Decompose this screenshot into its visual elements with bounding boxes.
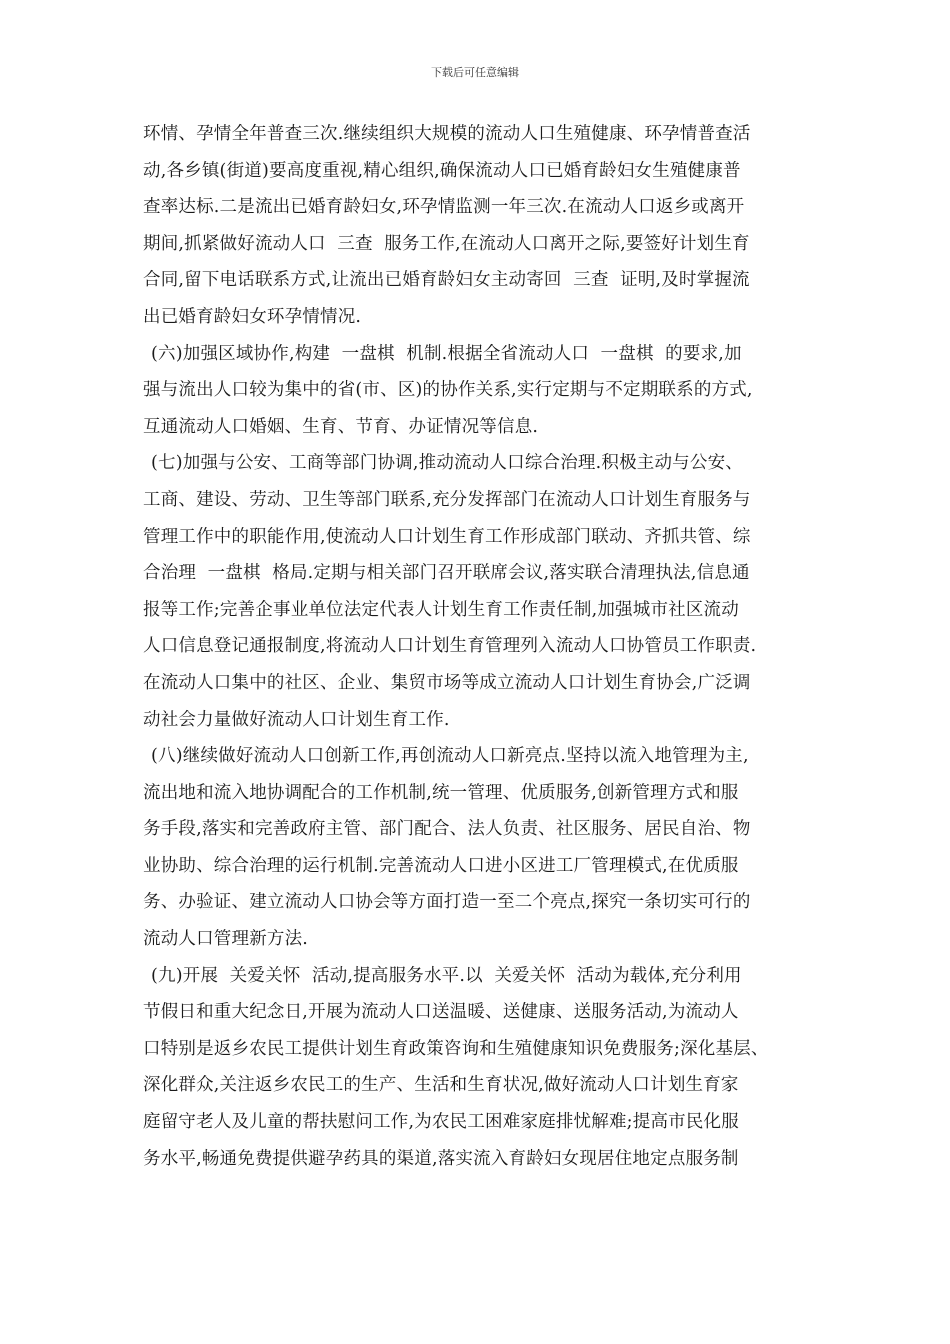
text-line: 管理工作中的职能作用,使流动人口计划生育工作形成部门联动、齐抓共管、综 [143, 526, 751, 547]
text-line: 查率达标.二是流出已婚育龄妇女,环孕情监测一年三次.在流动人口返乡或离开 [143, 197, 745, 218]
text-line: (九)开展 关爱关怀 活动,提高服务水平.以 关爱关怀 活动为载体,充分利用 [151, 965, 742, 986]
page-header: 下载后可任意编辑 [431, 66, 519, 79]
text-line: 在流动人口集中的社区、企业、集贸市场等成立流动人口计划生育协会,广泛调 [143, 672, 751, 693]
text-line: (六)加强区域协作,构建 一盘棋 机制.根据全省流动人口 一盘棋 的要求,加 [151, 343, 742, 364]
text-line: 合同,留下电话联系方式,让流出已婚育龄妇女主动寄回 三查 证明,及时掌握流 [143, 270, 750, 291]
text-line: 互通流动人口婚姻、生育、节育、办证情况等信息. [143, 416, 539, 437]
text-line: 合治理 一盘棋 格局.定期与相关部门召开联席会议,落实联合清理执法,信息通 [143, 563, 750, 584]
text-line: 务水平,畅通免费提供避孕药具的渠道,落实流入育龄妇女现居住地定点服务制 [143, 1148, 739, 1169]
text-line: 环情、孕情全年普查三次.继续组织大规模的流动人口生殖健康、环孕情普查活 [143, 124, 751, 144]
text-line: (八)继续做好流动人口创新工作,再创流动人口新亮点.坚持以流入地管理为主, [151, 746, 749, 767]
text-line: 口特别是返乡农民工提供计划生育政策咨询和生殖健康知识免费服务;深化基层、 [143, 1038, 769, 1059]
text-line: 动,各乡镇(街道)要高度重视,精心组织,确保流动人口已婚育龄妇女生殖健康普 [143, 160, 741, 181]
text-line: (七)加强与公安、工商等部门协调,推动流动人口综合治理.积极主动与公安、 [151, 453, 743, 474]
text-line: 工商、建设、劳动、卫生等部门联系,充分发挥部门在流动人口计划生育服务与 [143, 489, 751, 510]
text-line: 出已婚育龄妇女环孕情情况. [143, 306, 362, 327]
text-line: 务、办验证、建立流动人口协会等方面打造一至二个亮点,探究一条切实可行的 [143, 892, 751, 913]
text-line: 流出地和流入地协调配合的工作机制,统一管理、优质服务,创新管理方式和服 [143, 782, 739, 803]
text-line: 节假日和重大纪念日,开展为流动人口送温暖、送健康、送服务活动,为流动人 [143, 1002, 739, 1023]
text-line: 深化群众,关注返乡农民工的生产、生活和生育状况,做好流动人口计划生育家 [143, 1075, 739, 1096]
text-line: 报等工作;完善企事业单位法定代表人计划生育工作责任制,加强城市社区流动 [143, 599, 739, 620]
text-line: 务手段,落实和完善政府主管、部门配合、法人负责、社区服务、居民自治、物 [143, 819, 751, 840]
document-body [143, 116, 823, 1177]
text-line: 庭留守老人及儿童的帮扶慰问工作,为农民工困难家庭排忧解难;提高市民化服 [143, 1112, 739, 1133]
text-line: 流动人口管理新方法. [143, 929, 309, 950]
text-line: 人口信息登记通报制度,将流动人口计划生育管理列入流动人口协管员工作职责. [143, 636, 757, 657]
text-line: 强与流出人口较为集中的省(市、区)的协作关系,实行定期与不定期联系的方式, [143, 380, 753, 401]
text-line: 期间,抓紧做好流动人口 三查 服务工作,在流动人口离开之际,要签好计划生育 [143, 233, 750, 254]
text-line: 业协助、综合治理的运行机制.完善流动人口进小区进工厂管理模式,在优质服 [143, 855, 739, 876]
text-line: 动社会力量做好流动人口计划生育工作. [143, 709, 450, 730]
